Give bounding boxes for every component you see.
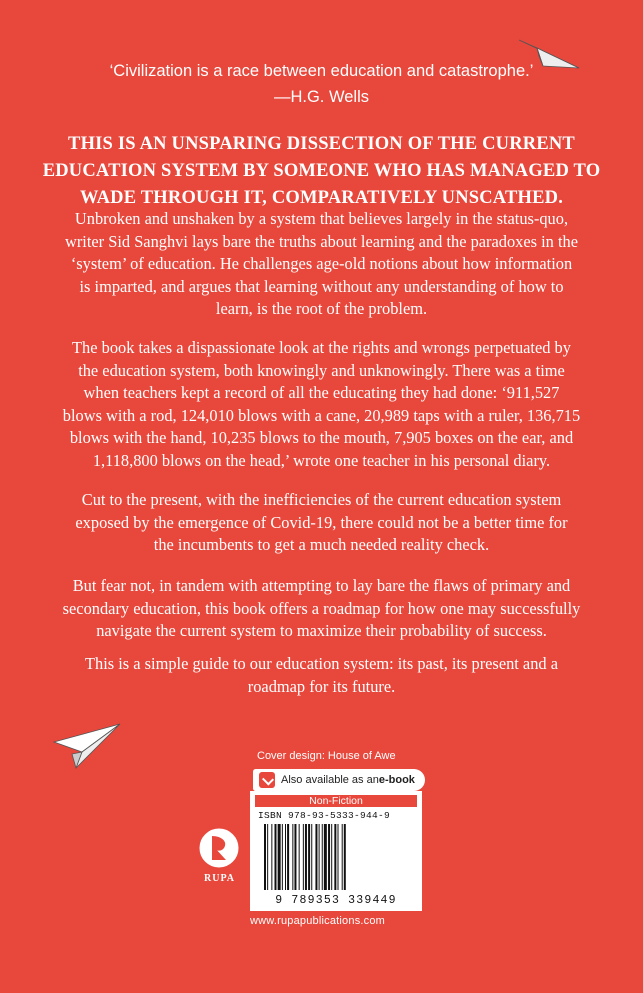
cover-credit: Cover design: House of Awe [257,750,396,762]
blurb-line: 1,118,800 blows on the head,’ wrote one teacher in his personal diary. [92,450,551,470]
blurb-line: navigate the current system to maximize their probability of success. [96,621,547,641]
blurb-line: secondary education, this book offers a roadmap for how one may successfully [62,598,581,618]
headline-line: WADE THROUGH IT, COMPARATIVELY UNSCATHED. [79,188,564,208]
quote-text: ‘Civilization is a race between education and catastrophe.’ [109,62,534,80]
blurb-line: exposed by the emergence of Covid-19, there could not be a better time for [75,512,568,532]
blurb-paragraph-2 [40,337,603,473]
epigraph [0,58,643,110]
blurb-line: the education system, both knowingly and unknowingly. There was a time [78,360,565,380]
blurb-line: The book takes a dispassionate look at the rights and wrongs perpetuated by [72,338,571,357]
blurb-line: Cut to the present, with the inefficiencies of the current education system [81,490,562,509]
publisher-name: RUPA [204,873,236,884]
download-icon [259,772,275,788]
blurb-line: But fear not, in tandem with attempting to lay bare the flaws of primary and [72,576,571,595]
blurb-line: blows with a rod, 124,010 blows with a cane, 20,989 taps with a ruler, 136,715 [62,405,581,425]
ebook-label: e-book [378,774,415,786]
blurb-line: the incumbents to get a much needed reality check. [153,535,490,555]
blurb-paragraph-1 [40,208,603,321]
ebook-banner [253,769,425,791]
paper-plane-icon [52,722,122,772]
blurb-line: ‘system’ of education. He challenges age-old notions about how information [70,254,573,274]
blurb-paragraph-3 [40,489,603,557]
blurb-line: learn, is the root of the problem. [215,299,428,319]
rupa-logo [198,826,240,870]
headline [40,131,603,212]
category-badge: Non-Fiction [255,795,417,807]
blurb-line: Unbroken and unshaken by a system that believes largely in the status-quo, [74,209,569,228]
barcode-digits: 9 789353 339449 [275,894,397,907]
blurb-line: is imparted, and argues that learning without any understanding of how to [79,276,564,296]
blurb-line: roadmap for its future. [247,676,396,696]
blurb-paragraph-5 [40,653,603,698]
isbn-text: ISBN 978-93-5333-944-9 [258,810,391,821]
blurb-line: This is a simple guide to our education system: its past, its present and a [85,654,558,673]
blurb-line: writer Sid Sanghvi lays bare the truths about learning and the paradoxes in the [65,231,578,251]
headline-line: EDUCATION SYSTEM BY SOMEONE WHO HAS MANAGED TO [42,161,601,181]
ebook-prefix: Also available as an [281,774,379,786]
headline-line: THIS IS AN UNSPARING DISSECTION OF THE CURRENT [68,134,575,154]
quote-author: —H.G. Wells [273,88,370,106]
blurb-line: blows with the hand, 10,235 blows to the mouth, 7,905 boxes on the ear, and [69,428,574,448]
blurb-paragraph-4 [40,575,603,643]
blurb-line: when teachers kept a record of all the educating they had done: ‘911,527 [83,383,560,403]
publisher-website: www.rupapublications.com [250,915,386,927]
barcode [264,824,408,892]
